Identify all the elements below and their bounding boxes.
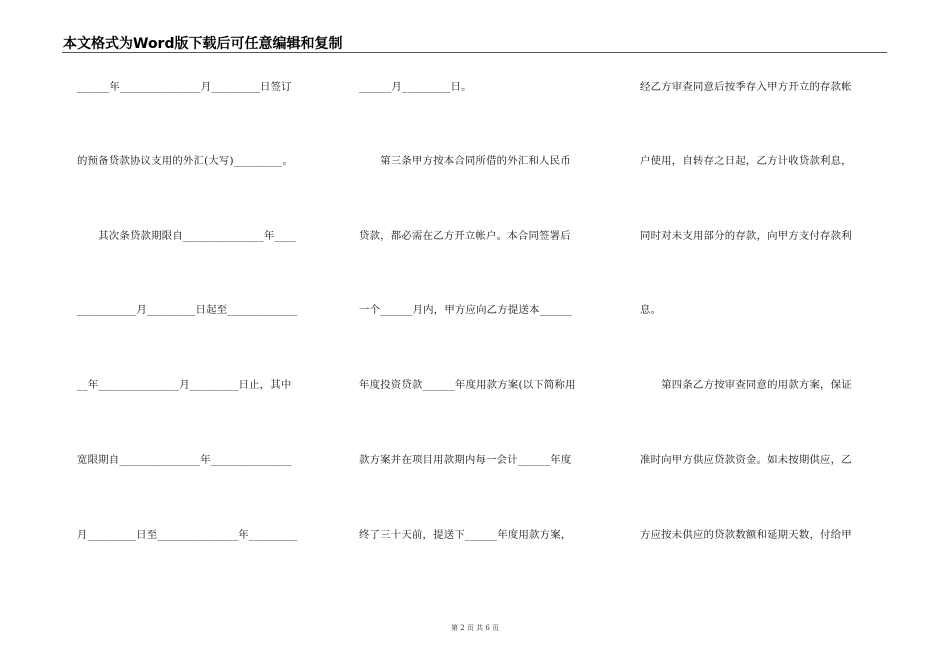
- text-line: 准时向甲方供应贷款资金。如未按期供应，乙: [640, 454, 852, 466]
- text-line: 月_________日至_______________年_________: [77, 529, 298, 541]
- text-line: __年_______________月_________日止，其中: [77, 379, 292, 391]
- text-column-3: [640, 74, 890, 594]
- text-line: 方应按未供应的贷款数额和延期天数，付给甲: [640, 529, 852, 541]
- text-line: ___________月_________日起至_____________: [77, 304, 298, 316]
- text-line: 息。: [640, 304, 662, 316]
- text-line: ______月_________日。: [359, 81, 472, 93]
- text-line: 一个______月内，甲方应向乙方提送本______: [359, 304, 573, 316]
- text-line: 经乙方审查同意后按季存入甲方开立的存款帐: [640, 81, 852, 93]
- text-column-2: [359, 74, 609, 594]
- text-line: 的预备贷款协议支用的外汇(大写)_________。: [77, 155, 293, 167]
- text-line: 贷款，都必需在乙方开立帐户。本合同签署后: [359, 230, 571, 242]
- text-line: 款方案并在项目用款期内每一会计______年度: [359, 454, 572, 466]
- document-header-title: 本文格式为Word版下载后可任意编辑和复制: [63, 36, 343, 52]
- text-line: 同时对未支用部分的存款，向甲方支付存款利: [640, 230, 852, 242]
- text-line: ______年_______________月_________日签订: [77, 81, 292, 93]
- text-line: 第四条乙方按审查同意的用款方案，保证: [640, 379, 852, 391]
- text-line: 户使用，自转存之日起，乙方计收贷款利息，: [640, 155, 852, 167]
- text-line: 宽限期自_______________年_______________: [77, 454, 292, 466]
- header-divider: [62, 52, 887, 53]
- text-line: 终了三十天前，提送下______年度用款方案，: [359, 529, 572, 541]
- text-line: 第三条甲方按本合同所借的外汇和人民币: [359, 155, 571, 167]
- page-number-footer: 第 2 页 共 6 页: [450, 624, 500, 632]
- text-line: 其次条贷款期限自_______________年____: [77, 230, 297, 242]
- text-column-1: [77, 74, 327, 594]
- text-line: 年度投资贷款______年度用款方案(以下简称用: [359, 379, 576, 391]
